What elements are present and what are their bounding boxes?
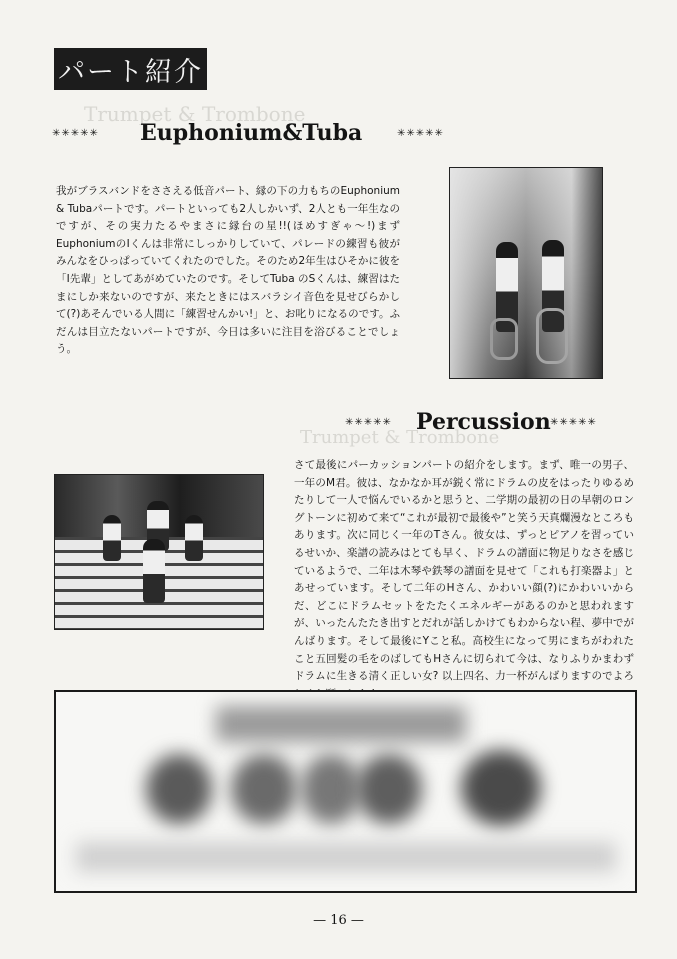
decorative-stars-right: ✳✳✳✳✳: [550, 417, 597, 428]
decorative-stars-left: ✳✳✳✳✳: [345, 417, 392, 428]
decorative-stars-left: ✳✳✳✳✳: [52, 128, 99, 139]
show-through-text: Trumpet & Trombone: [300, 427, 500, 448]
section-title-euphonium-tuba: Euphonium&Tuba: [140, 120, 363, 146]
stairs-group-photo: [54, 474, 264, 630]
blurred-photo-box: [54, 690, 637, 893]
euphonium-tuba-paragraph: 我がブラスバンドをささえる低音パート、縁の下の力もちのEuphonium & Tubaパートです。パートといっても2人しかいず、2人とも一年生なのですが、その実力たるやまさに縁台の星!!(ほめすぎゃ～!)まずEuphoniumのIくんは非常にしっかりしていて、パレードの練習も彼がみんなをひっぱっていてくれたのでした。そのため2年生はひそかに彼を「I先輩」としてあがめていたのです。そしてTuba のSくんは、練習はたまにしか来ないのですが、来たときにはスバラシイ音色を見せびらかして(?)あそんでいる人間に「練習せんかい!」と、お叱りになるのです。ふだんは目立たないパートですが、今日は多いに注目を浴びることでしょう。: [56, 185, 400, 356]
percussion-paragraph: さて最後にパーカッションパートの紹介をします。まず、唯一の男子、一年のM君。彼は、なかなか耳が鋭く常にドラムの皮をはったりゆるめたりして一人で悩んでいるかと思うと、二学期の最初の日の早朝のロングトーンに初めて来て“これが最初で最後や”と笑う天真爛漫なところもあります。次に同じく一年のTさん。彼女は、ずっとピアノを習っているせいか、楽譜の読みはとても早く、ドラムの譜面に物足りなさを感じているようで、二年は木琴や鉄琴の譜面を見せて「これも打楽器よ」とあせっています。そして二年のHさん、かわいい顔(?)にかわいいからだ、どこにドラムセットをたたくエネルギーがあるのかと思われますが、いったんたたき出すとだれが話しかけてもわからない程、夢中でがんばります。そして最後にYこと私。高校生になって男にまちがわれたこと五回髪の毛をのばしてもHさんに切られて今は、なりふりかまわずドラムに生きる清く正しい女? 以上四名、力一杯がんばりますのでよろ: [294, 459, 634, 683]
section-title-percussion: Percussion: [416, 409, 551, 435]
section-header-label: パート紹介: [58, 56, 203, 88]
hallway-photo: [449, 167, 603, 379]
section-header: [54, 48, 207, 90]
show-through-text: Trumpet & Trombone: [84, 102, 306, 126]
page-number: — 16 —: [313, 913, 364, 928]
decorative-stars-right: ✳✳✳✳✳: [397, 128, 444, 139]
